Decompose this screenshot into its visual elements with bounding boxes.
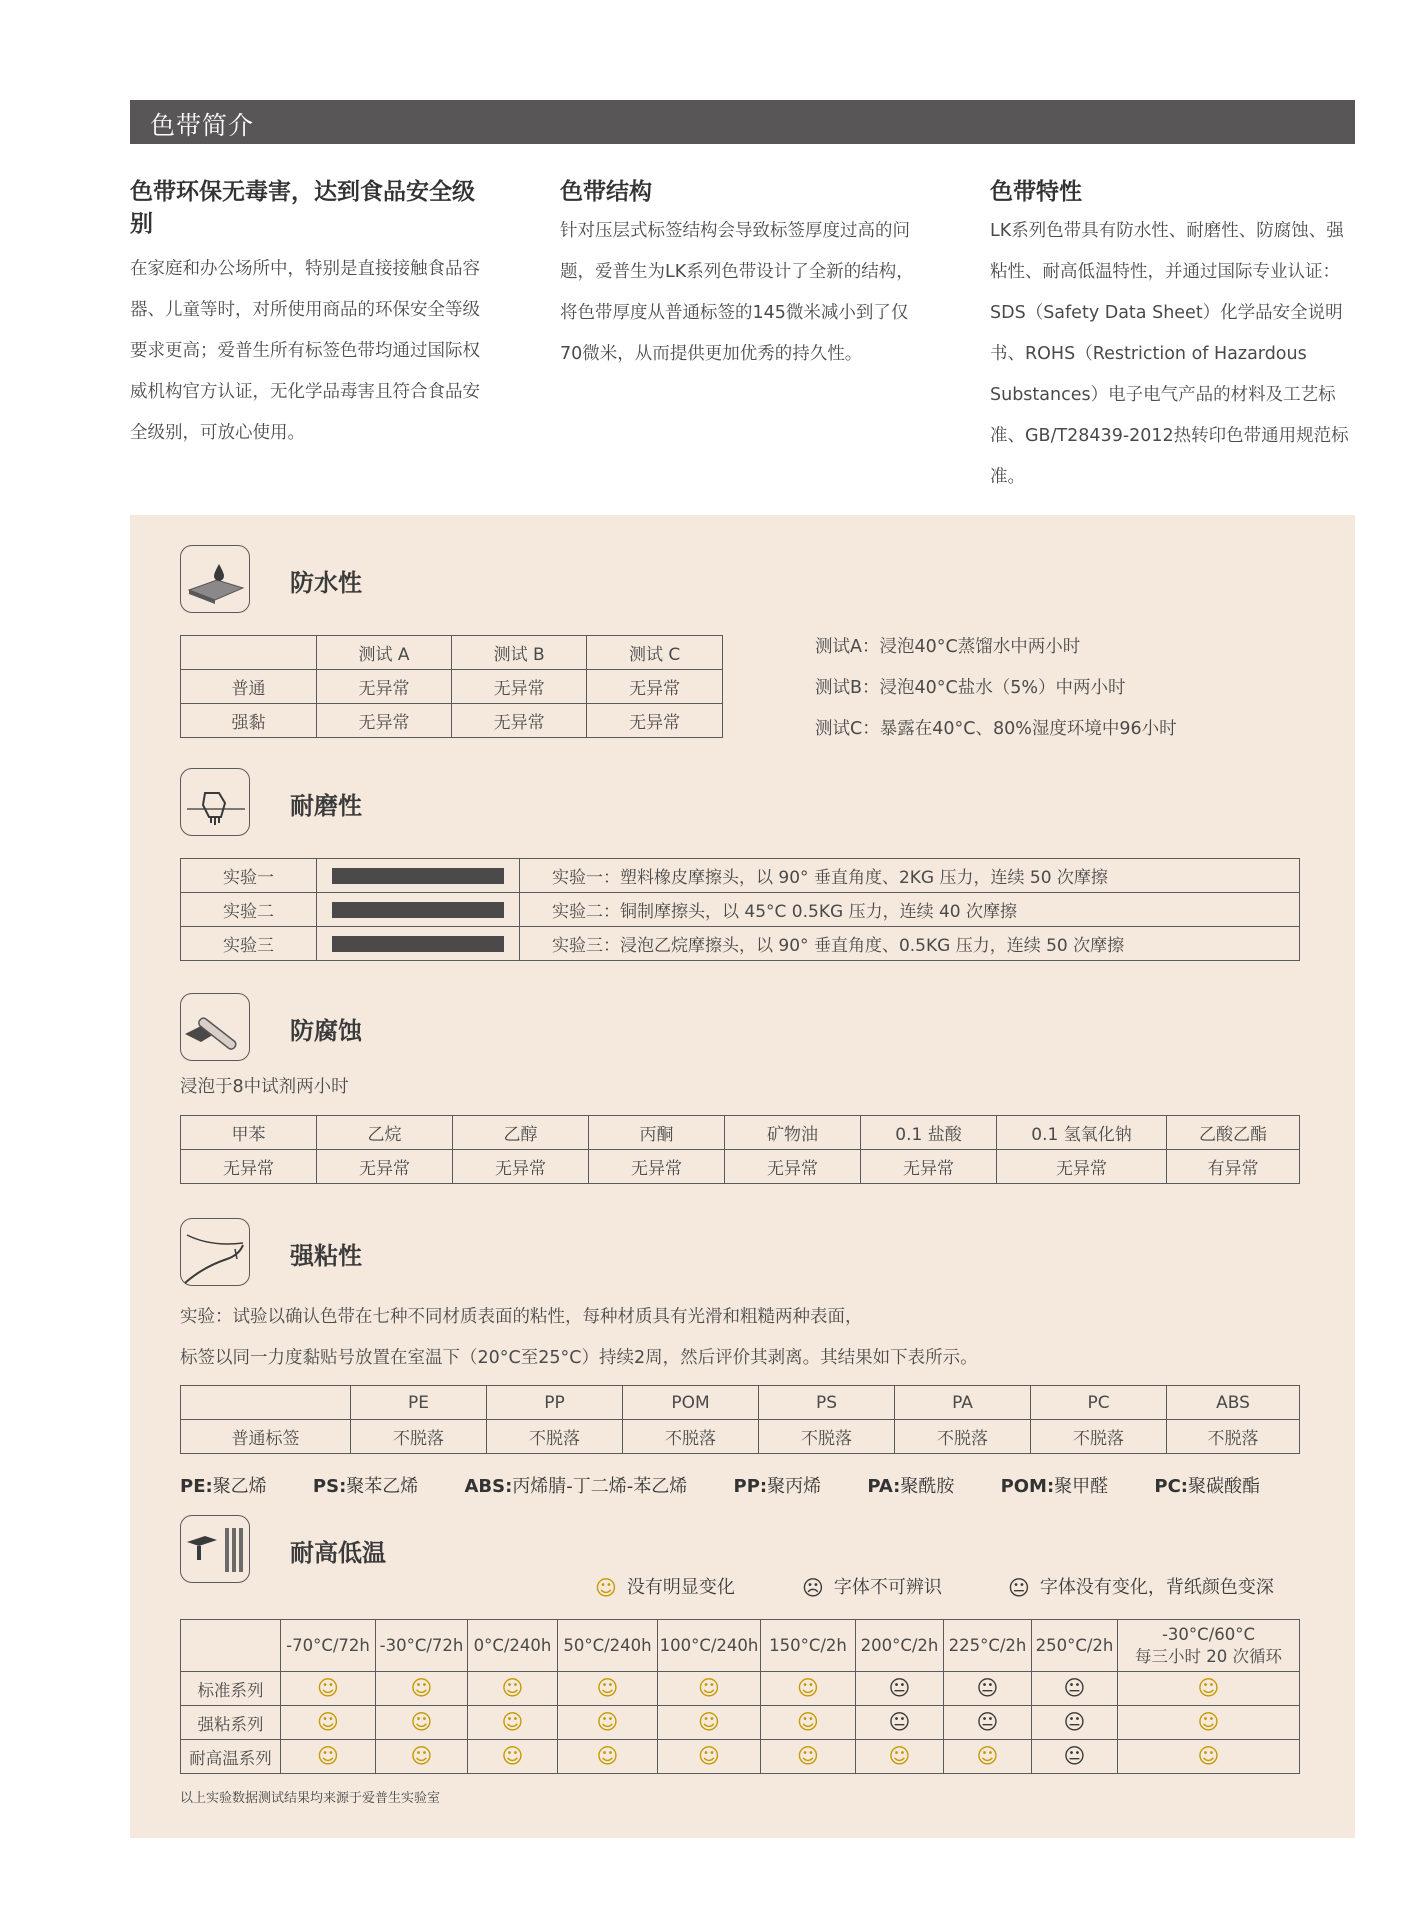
table-cell: 无异常 bbox=[181, 1150, 317, 1184]
table-cell: 有异常 bbox=[1167, 1150, 1300, 1184]
table-cell bbox=[376, 1740, 468, 1774]
intro-title: 色带结构 bbox=[560, 179, 652, 205]
table-cell: 不脱落 bbox=[487, 1420, 623, 1454]
waterproof-notes bbox=[815, 627, 1177, 750]
intro-title: 色带特性 bbox=[990, 179, 1082, 205]
table-row bbox=[181, 1116, 1300, 1150]
smile-icon: ☺ bbox=[976, 1744, 999, 1768]
corrosion-title: 防腐蚀 bbox=[290, 1017, 362, 1045]
table-cell bbox=[181, 1386, 351, 1420]
table-cell bbox=[468, 1740, 558, 1774]
abrasion-result-bar bbox=[332, 936, 504, 952]
smile-icon: ☺ bbox=[410, 1676, 433, 1700]
table-header-cell: 200°C/2h bbox=[856, 1620, 944, 1672]
table-cell bbox=[558, 1706, 658, 1740]
temperature-table bbox=[180, 1619, 1300, 1774]
table-header-cell: 150°C/2h bbox=[761, 1620, 856, 1672]
table-cell bbox=[658, 1672, 761, 1706]
table-row-label: 实验二 bbox=[181, 893, 317, 927]
abbreviation-item: PA:聚酰胺 bbox=[867, 1476, 955, 1497]
table-cell: 不脱落 bbox=[759, 1420, 895, 1454]
table-row bbox=[181, 704, 723, 738]
abrasion-result-bar-cell bbox=[317, 927, 520, 961]
table-header-cell: 测试 A bbox=[317, 636, 452, 670]
abrasion-icon bbox=[180, 768, 250, 836]
table-cell: 无异常 bbox=[587, 704, 723, 738]
smile-icon: ☺ bbox=[596, 1710, 619, 1734]
adhesion-desc-line: 实验：试验以确认色带在七种不同材质表面的粘性，每种材质具有光滑和粗糙两种表面， bbox=[180, 1307, 863, 1327]
table-cell bbox=[944, 1740, 1032, 1774]
table-header-cell: PE bbox=[351, 1386, 487, 1420]
table-header-cell: 乙酸乙酯 bbox=[1167, 1116, 1300, 1150]
abrasion-result-bar-cell bbox=[317, 893, 520, 927]
intro-column-features bbox=[990, 176, 1355, 498]
table-cell bbox=[1118, 1672, 1300, 1706]
abrasion-result-bar bbox=[332, 868, 504, 884]
table-cell bbox=[376, 1706, 468, 1740]
table-cell bbox=[944, 1706, 1032, 1740]
table-row bbox=[181, 893, 1300, 927]
neutral-face-icon: 😐 bbox=[888, 1710, 911, 1734]
legend-bad: ☹ 字体不可辨识 bbox=[802, 1576, 942, 1600]
table-cell bbox=[1032, 1672, 1118, 1706]
table-header-cell: 乙醇 bbox=[453, 1116, 589, 1150]
smile-icon: ☺ bbox=[501, 1676, 524, 1700]
table-cell: 实验一：塑料橡皮摩擦头，以 90° 垂直角度、2KG 压力，连续 50 次摩擦 bbox=[520, 859, 1300, 893]
legend-neutral: 😐 字体没有变化，背纸颜色变深 bbox=[1008, 1576, 1274, 1600]
smile-icon: ☺ bbox=[317, 1744, 339, 1768]
test-note: 测试B：浸泡40°C盐水（5%）中两小时 bbox=[815, 678, 1126, 698]
neutral-face-icon: 😐 bbox=[1063, 1744, 1086, 1768]
table-row bbox=[181, 670, 723, 704]
abrasion-result-bar-cell bbox=[317, 859, 520, 893]
abbreviation-item: PC:聚碳酸酯 bbox=[1154, 1476, 1260, 1497]
table-cell: 无异常 bbox=[861, 1150, 997, 1184]
smile-icon: ☺ bbox=[797, 1710, 819, 1734]
intro-text: 在家庭和办公场所中，特别是直接接触食品容器、儿童等时，对所使用商品的环保安全等级要求更高；爱普生所有标签色带均通过国际权威机构官方认证，无化学品毒害且符合食品安全级别，可放心使用。 bbox=[130, 259, 480, 443]
table-cell: 不脱落 bbox=[895, 1420, 1031, 1454]
smile-icon: ☺ bbox=[1197, 1676, 1220, 1700]
table-cell bbox=[558, 1740, 658, 1774]
table-cell: 不脱落 bbox=[623, 1420, 759, 1454]
table-row-label: 强黏 bbox=[181, 704, 317, 738]
waterproof-title: 防水性 bbox=[290, 569, 362, 597]
footnote: 以上实验数据测试结果均来源于爱普生实验室 bbox=[180, 1791, 441, 1806]
temperature-title: 耐高低温 bbox=[290, 1539, 386, 1567]
table-cell: 无异常 bbox=[452, 670, 587, 704]
test-note: 测试A：浸泡40°C蒸馏水中两小时 bbox=[815, 637, 1081, 657]
smile-icon: ☺ bbox=[595, 1576, 617, 1600]
abbreviation-item: ABS:丙烯腈-丁二烯-苯乙烯 bbox=[464, 1476, 688, 1497]
table-header-cell: 225°C/2h bbox=[944, 1620, 1032, 1672]
table-cell bbox=[658, 1706, 761, 1740]
table-row bbox=[181, 636, 723, 670]
table-cell: 实验二：铜制摩擦头，以 45°C 0.5KG 压力，连续 40 次摩擦 bbox=[520, 893, 1300, 927]
table-header-cell: 0.1 氢氧化钠 bbox=[997, 1116, 1167, 1150]
smile-icon: ☺ bbox=[1197, 1710, 1220, 1734]
table-cell bbox=[761, 1672, 856, 1706]
abbreviation-item: PS:聚苯乙烯 bbox=[312, 1476, 419, 1497]
table-header-cell: 250°C/2h bbox=[1032, 1620, 1118, 1672]
table-header-cell: -30°C/72h bbox=[376, 1620, 468, 1672]
table-cell: 不脱落 bbox=[1031, 1420, 1167, 1454]
corrosion-icon bbox=[180, 993, 250, 1061]
table-cell bbox=[181, 636, 317, 670]
table-cell bbox=[1118, 1740, 1300, 1774]
abrasion-title: 耐磨性 bbox=[290, 792, 362, 820]
neutral-face-icon: 😐 bbox=[888, 1676, 911, 1700]
table-cell bbox=[856, 1672, 944, 1706]
corrosion-subtitle: 浸泡于8中试剂两小时 bbox=[180, 1077, 349, 1097]
smile-icon: ☺ bbox=[596, 1744, 619, 1768]
table-cell bbox=[468, 1672, 558, 1706]
abrasion-table bbox=[180, 858, 1300, 961]
smile-icon: ☺ bbox=[501, 1710, 524, 1734]
header-line: 每三小时 20 次循环 bbox=[1135, 1646, 1282, 1666]
waterproof-icon bbox=[180, 545, 250, 613]
table-cell bbox=[944, 1672, 1032, 1706]
intro-title: 色带环保无毒害，达到食品安全级别 bbox=[130, 179, 475, 237]
table-header-cell bbox=[1118, 1620, 1300, 1672]
table-row-label: 强粘系列 bbox=[181, 1706, 281, 1740]
table-row bbox=[181, 1150, 1300, 1184]
adhesion-table bbox=[180, 1385, 1300, 1454]
table-row bbox=[181, 1740, 1300, 1774]
table-row bbox=[181, 927, 1300, 961]
adhesion-icon bbox=[180, 1218, 250, 1286]
smile-icon: ☺ bbox=[797, 1744, 819, 1768]
table-row-label: 普通 bbox=[181, 670, 317, 704]
table-cell: 不脱落 bbox=[351, 1420, 487, 1454]
table-cell bbox=[856, 1740, 944, 1774]
table-cell bbox=[761, 1740, 856, 1774]
table-header-cell: -70°C/72h bbox=[281, 1620, 376, 1672]
table-row bbox=[181, 1706, 1300, 1740]
adhesion-description bbox=[180, 1297, 978, 1379]
smile-icon: ☺ bbox=[888, 1744, 911, 1768]
table-cell: 无异常 bbox=[452, 704, 587, 738]
table-header-cell: 测试 B bbox=[452, 636, 587, 670]
smile-icon: ☺ bbox=[698, 1744, 720, 1768]
table-header-cell: 甲苯 bbox=[181, 1116, 317, 1150]
table-header-cell: 乙烷 bbox=[317, 1116, 453, 1150]
table-row bbox=[181, 1620, 1300, 1672]
table-row-label: 普通标签 bbox=[181, 1420, 351, 1454]
table-cell bbox=[1032, 1706, 1118, 1740]
table-cell bbox=[856, 1706, 944, 1740]
table-row-label: 标准系列 bbox=[181, 1672, 281, 1706]
abrasion-result-bar bbox=[332, 902, 504, 918]
table-cell bbox=[181, 1620, 281, 1672]
table-header-cell: 丙酮 bbox=[589, 1116, 725, 1150]
table-cell: 无异常 bbox=[317, 670, 452, 704]
test-results-panel bbox=[130, 515, 1355, 1838]
table-cell: 无异常 bbox=[317, 704, 452, 738]
table-header-cell: 50°C/240h bbox=[558, 1620, 658, 1672]
table-cell bbox=[558, 1672, 658, 1706]
test-note: 测试C：暴露在40°C、80%湿度环境中96小时 bbox=[815, 719, 1177, 739]
intro-text: 针对压层式标签结构会导致标签厚度过高的问题，爱普生为LK系列色带设计了全新的结构，将色带厚度从普通标签的145微米减小到了仅70微米，从而提供更加优秀的持久性。 bbox=[560, 221, 914, 364]
table-row bbox=[181, 1420, 1300, 1454]
temperature-icon bbox=[180, 1515, 250, 1583]
table-header-cell: 测试 C bbox=[587, 636, 723, 670]
table-cell bbox=[281, 1740, 376, 1774]
smile-icon: ☺ bbox=[410, 1744, 433, 1768]
adhesion-desc-line: 标签以同一力度黏贴号放置在室温下（20°C至25°C）持续2周，然后评价其剥离。其结果如下表所示。 bbox=[180, 1348, 978, 1368]
table-header-cell: PC bbox=[1031, 1386, 1167, 1420]
table-cell bbox=[468, 1706, 558, 1740]
table-header-cell: 100°C/240h bbox=[658, 1620, 761, 1672]
table-cell: 无异常 bbox=[453, 1150, 589, 1184]
table-header-cell: ABS bbox=[1167, 1386, 1300, 1420]
table-header-cell: 0.1 盐酸 bbox=[861, 1116, 997, 1150]
table-header-cell: PP bbox=[487, 1386, 623, 1420]
abbreviation-item: PP:聚丙烯 bbox=[733, 1476, 822, 1497]
smile-icon: ☺ bbox=[317, 1710, 339, 1734]
waterproof-table bbox=[180, 635, 723, 738]
table-row bbox=[181, 1672, 1300, 1706]
table-row-label: 实验一 bbox=[181, 859, 317, 893]
intro-column-safety bbox=[130, 176, 492, 454]
material-abbreviations bbox=[180, 1472, 1260, 1498]
abbreviation-item: POM:聚甲醛 bbox=[1000, 1476, 1109, 1497]
smile-icon: ☺ bbox=[698, 1676, 720, 1700]
table-row-label: 耐高温系列 bbox=[181, 1740, 281, 1774]
smile-icon: ☺ bbox=[596, 1676, 619, 1700]
table-header-cell: 矿物油 bbox=[725, 1116, 861, 1150]
neutral-face-icon: 😐 bbox=[1063, 1676, 1086, 1700]
table-cell bbox=[1118, 1706, 1300, 1740]
corrosion-table bbox=[180, 1115, 1300, 1184]
legend-ok: ☺ 没有明显变化 bbox=[595, 1576, 735, 1600]
smile-icon: ☺ bbox=[317, 1676, 339, 1700]
header-line: -30°C/60°C bbox=[1161, 1624, 1256, 1644]
table-row bbox=[181, 1386, 1300, 1420]
abbreviation-item: PE:聚乙烯 bbox=[180, 1476, 267, 1497]
table-header-cell: POM bbox=[623, 1386, 759, 1420]
table-header-cell: PA bbox=[895, 1386, 1031, 1420]
table-cell: 无异常 bbox=[317, 1150, 453, 1184]
table-cell: 不脱落 bbox=[1167, 1420, 1300, 1454]
table-cell: 无异常 bbox=[725, 1150, 861, 1184]
table-cell: 无异常 bbox=[587, 670, 723, 704]
table-cell: 无异常 bbox=[589, 1150, 725, 1184]
intro-text: LK系列色带具有防水性、耐磨性、防腐蚀、强粘性、耐高低温特性，并通过国际专业认证：SDS（Safety Data Sheet）化学品安全说明书、ROHS（Restriction of Hazardous Substances）电子电气产品的材料及工艺标准、GB/T28439-2012热转印色带通用规范标准。 bbox=[990, 221, 1349, 487]
smile-icon: ☺ bbox=[1197, 1744, 1220, 1768]
neutral-face-icon: 😐 bbox=[976, 1676, 999, 1700]
table-cell bbox=[761, 1706, 856, 1740]
frown-icon: ☹ bbox=[802, 1576, 824, 1600]
table-cell bbox=[281, 1706, 376, 1740]
table-cell bbox=[658, 1740, 761, 1774]
table-header-cell: PS bbox=[759, 1386, 895, 1420]
neutral-face-icon: 😐 bbox=[1063, 1710, 1086, 1734]
smile-icon: ☺ bbox=[410, 1710, 433, 1734]
table-row-label: 实验三 bbox=[181, 927, 317, 961]
table-cell bbox=[281, 1672, 376, 1706]
neutral-face-icon: 😐 bbox=[1008, 1576, 1030, 1600]
section-header-bar bbox=[130, 100, 1355, 144]
table-cell bbox=[376, 1672, 468, 1706]
smile-icon: ☺ bbox=[797, 1676, 819, 1700]
table-cell bbox=[1032, 1740, 1118, 1774]
table-cell: 无异常 bbox=[997, 1150, 1167, 1184]
table-header-cell: 0°C/240h bbox=[468, 1620, 558, 1672]
intro-column-structure bbox=[560, 176, 928, 375]
smile-icon: ☺ bbox=[501, 1744, 524, 1768]
smile-icon: ☺ bbox=[698, 1710, 720, 1734]
table-row bbox=[181, 859, 1300, 893]
section-header-title: 色带简介 bbox=[150, 111, 255, 140]
adhesion-title: 强粘性 bbox=[290, 1242, 362, 1270]
table-cell: 实验三：浸泡乙烷摩擦头，以 90° 垂直角度、0.5KG 压力，连续 50 次摩擦 bbox=[520, 927, 1300, 961]
neutral-face-icon: 😐 bbox=[976, 1710, 999, 1734]
